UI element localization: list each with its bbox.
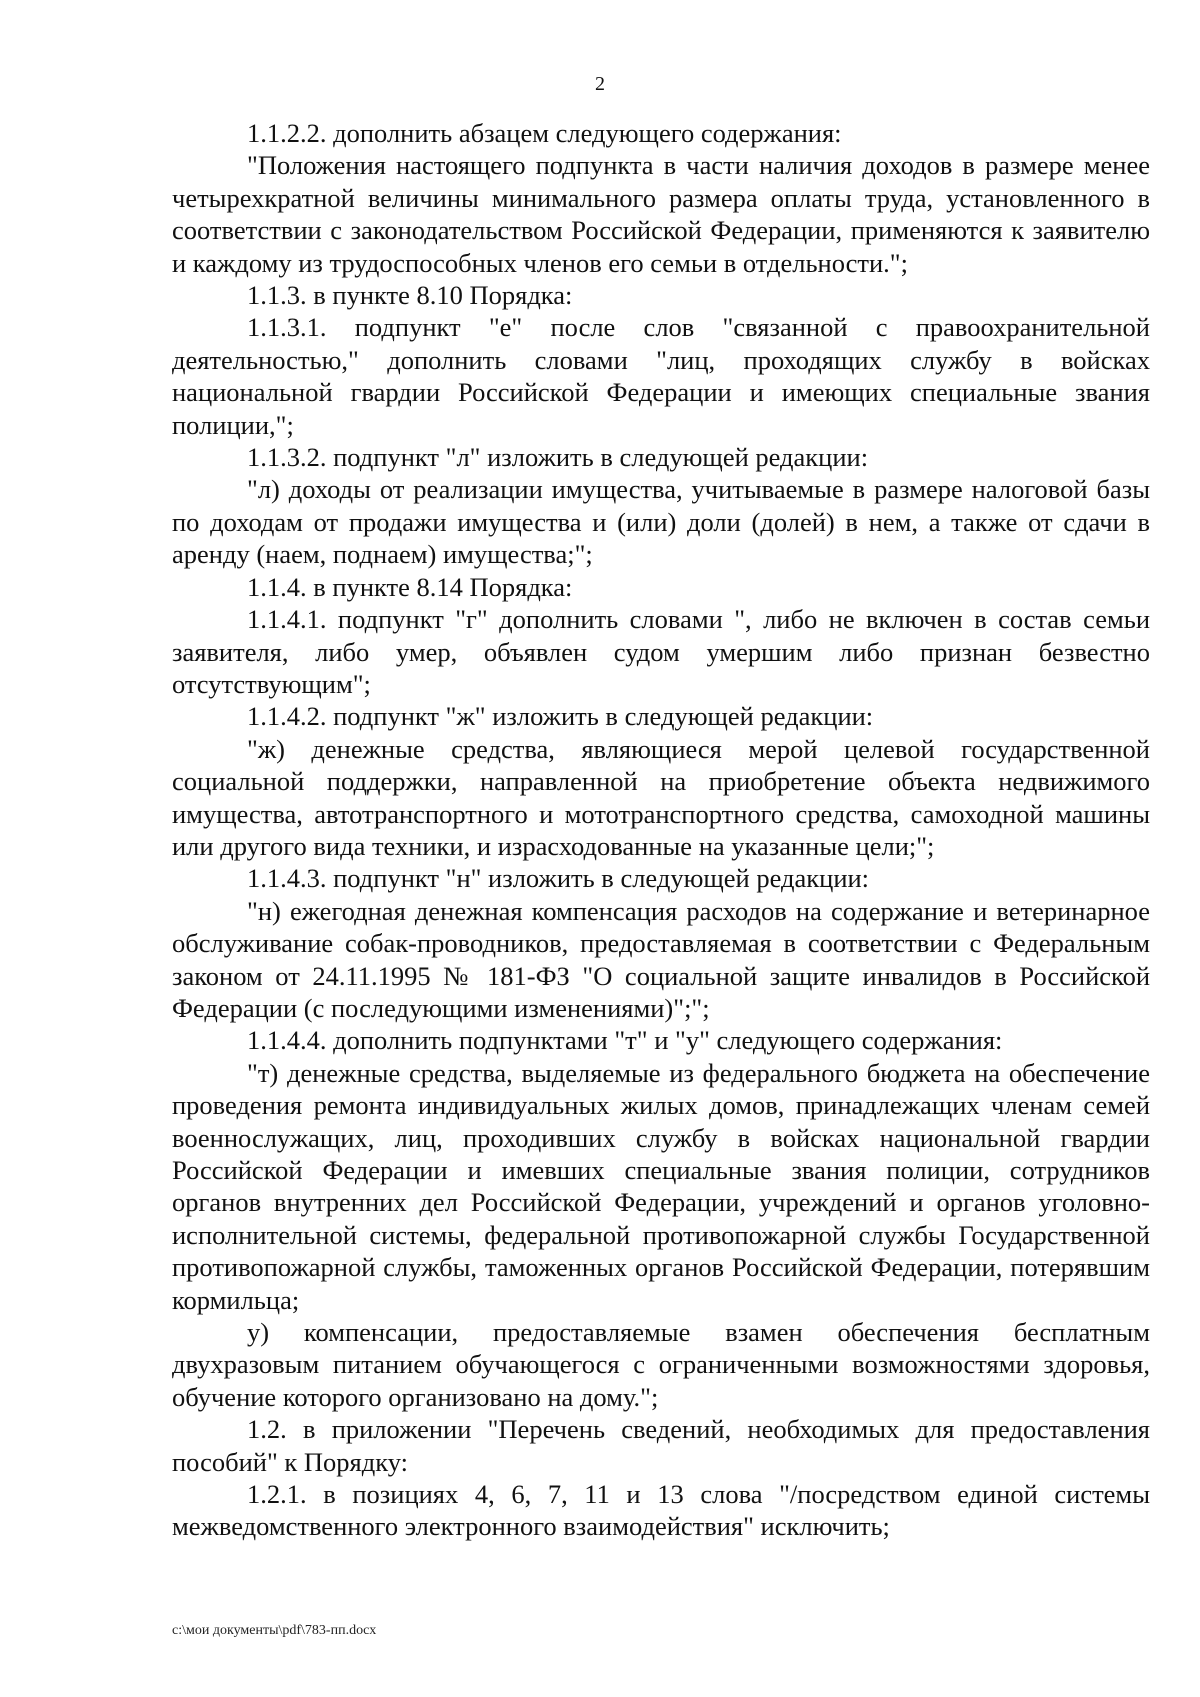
paragraph: "л) доходы от реализации имущества, учитываемые в размере налоговой базы по доходам от продажи имущества и (или) доли (долей) в нем, а также от сдачи в аренду (наем, поднаем) имущества;"; — [172, 474, 1150, 570]
paragraph: "т) денежные средства, выделяемые из федерального бюджета на обеспечение проведения ремонта индивидуальных жилых домов, принадлежащих членам семей военнослужащих, лиц, проходивших службу в войсках национальной гвардии Российской Федерации и имевших специальные звания полиции, сотрудников органов внутренних дел Российской Федерации, учреждений и органов уголовно-исполнительной системы, федеральной противопожарной службы Государственной противопожарной службы, таможенных органов Российской Федерации, потерявшим кормильца; — [172, 1057, 1150, 1315]
paragraph: 1.2.1. в позициях 4, 6, 7, 11 и 13 слова "/посредством единой системы межведомственного электронного взаимодействия" исключить; — [172, 1479, 1150, 1542]
paragraph: 1.1.4. в пункте 8.14 Порядка: — [247, 571, 573, 602]
paragraph: 1.1.4.1. подпункт "г" дополнить словами ", либо не включен в состав семьи заявителя, либо умер, объявлен судом умершим либо признан безвестно отсутствующим"; — [172, 604, 1150, 699]
paragraph: 1.1.4.3. подпункт "н" изложить в следующей редакции: — [247, 863, 870, 894]
page-number: 2 — [595, 73, 605, 95]
paragraph: у) компенсации, предоставляемые взамен обеспечения бесплатным двухразовым питанием обучающегося с ограниченными возможностями здоровья, обучение которого организовано на дому."; — [172, 1317, 1150, 1412]
footer-file-path: c:\мои документы\pdf\783-пп.docx — [172, 1623, 377, 1638]
paragraph: "ж) денежные средства, являющиеся мерой целевой государственной социальной поддержки, направленной на приобретение объекта недвижимого имущества, автотранспортного и мототранспортного средства, самоходной машины или другого вида техники, и израсходованные на указанные цели;"; — [172, 733, 1150, 861]
document-body — [172, 117, 1150, 1543]
paragraph: 1.1.4.2. подпункт "ж" изложить в следующей редакции: — [247, 701, 874, 732]
paragraph: 1.1.3. в пункте 8.10 Порядка: — [247, 280, 573, 311]
paragraph: 1.1.3.1. подпункт "е" после слов "связанной с правоохранительной деятельностью," дополнить словами "лиц, проходящих службу в войсках национальной гвардии Российской Федерации и имеющих специальные звания полиции,"; — [172, 312, 1150, 440]
paragraph: "н) ежегодная денежная компенсация расходов на содержание и ветеринарное обслуживание собак-проводников, предоставляемая в соответствии с Федеральным законом от 24.11.1995 № 181-ФЗ "О социальной защите инвалидов в Российской Федерации (с последующими изменениями)";"; — [172, 895, 1150, 1023]
paragraph: 1.1.2.2. дополнить абзацем следующего содержания: — [247, 118, 842, 148]
paragraph: 1.1.3.2. подпункт "л" изложить в следующей редакции: — [247, 442, 869, 473]
paragraph: "Положения настоящего подпункта в части наличия доходов в размере менее четырехкратной величины минимального размера оплаты труда, установленного в соответствии с законодательством Российской Федерации, применяются к заявителю и каждому из трудоспособных членов его семьи в отдельности."; — [172, 150, 1150, 278]
paragraph: 1.1.4.4. дополнить подпунктами "т" и "у" следующего содержания: — [247, 1025, 1003, 1056]
paragraph: 1.2. в приложении "Перечень сведений, необходимых для предоставления пособий" к Порядку: — [172, 1414, 1150, 1477]
